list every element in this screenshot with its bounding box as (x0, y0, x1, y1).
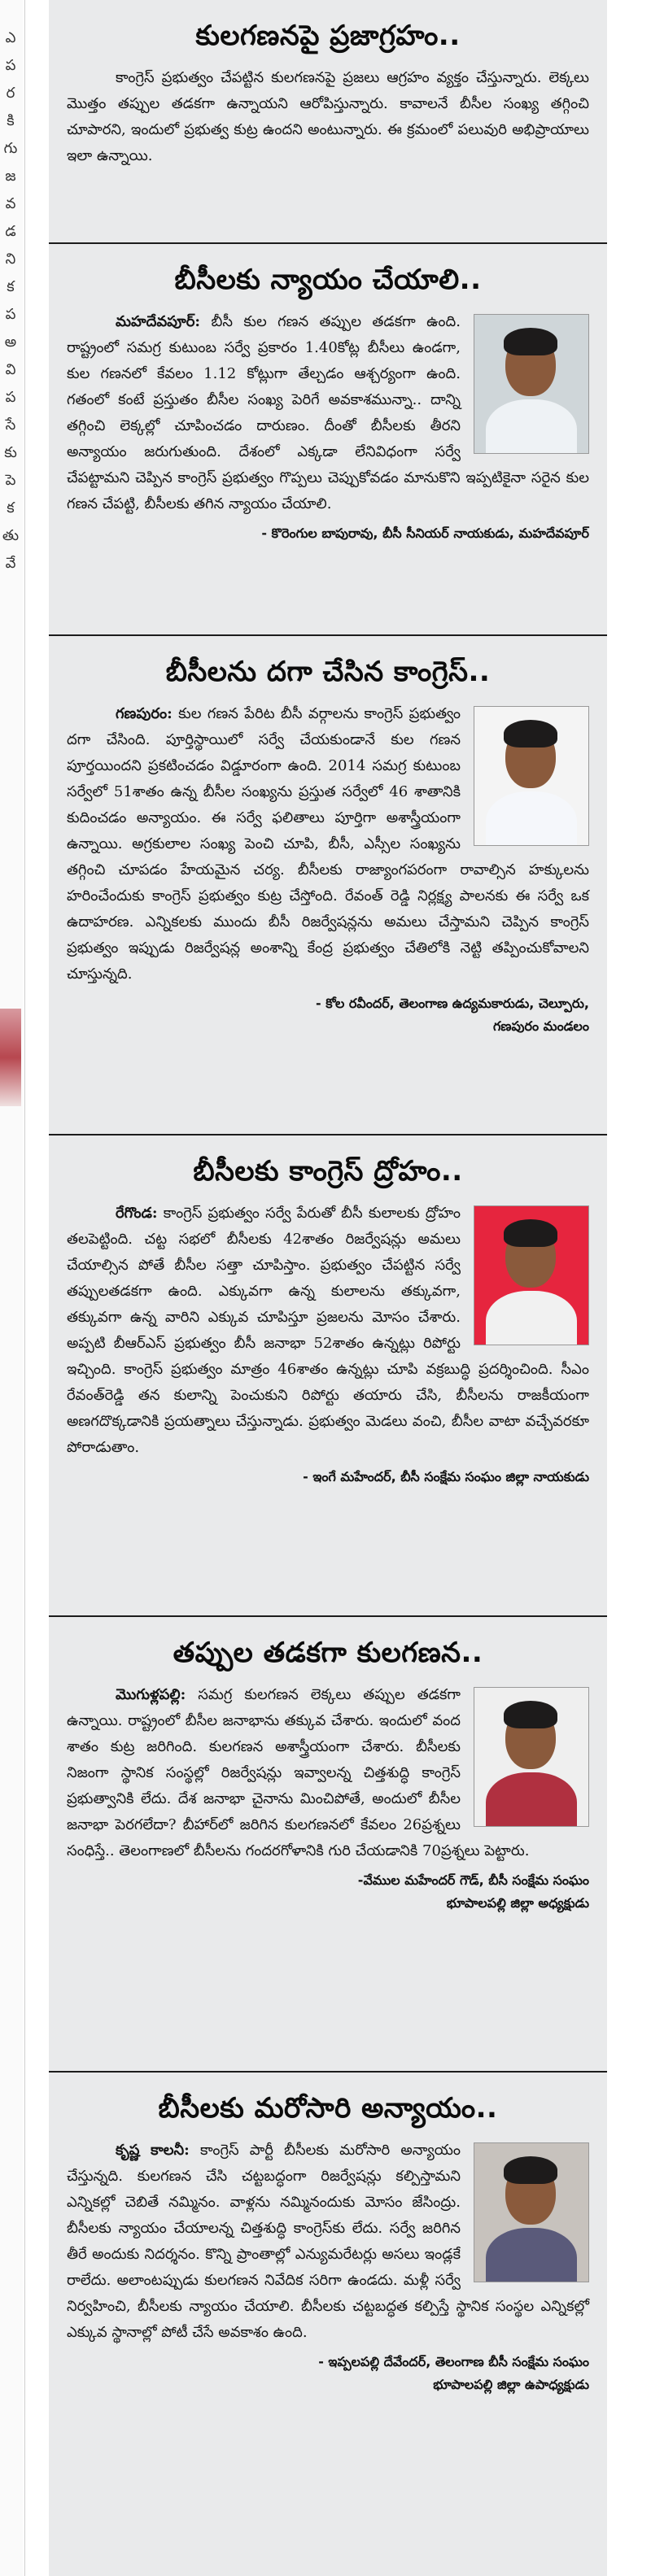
article-byline: - కొరెంగుల బాపురావు, బీసీ సీనియర్ నాయకుడు, మహదేవపూర్ (261, 525, 589, 541)
article-body-text: కుల గణన పేరిట బీసీ వర్గాలను కాంగ్రెస్ ప్రభుత్వం దగా చేసింది. పూర్తిస్థాయిలో సర్వే చేయకుండానే కుల గణన పూర్తయిందని ప్రకటించడం విడ్డూరంగా ఉంది. 2014 సమగ్ర కుటుంబ సర్వేలో 51శాతం ఉన్న బీసీల సంఖ్యను ప్రస్తుత సర్వేలో 46 శాతానికి కుదించడం అన్యాయం. ఈ సర్వే ఫలితాలు పూర్తిగా అశాస్త్రీయంగా ఉన్నాయి. అగ్రకులాల సంఖ్య పెంచి చూపి, బీసీ, ఎస్సీల సంఖ్యను తగ్గించి చూపడం హేయమైన చర్య. బీసీలకు రాజ్యాంగపరంగా రావాల్సిన హక్కులను హరించేందుకు కాంగ్రెస్ ప్రభుత్వం కుట్ర చేస్తోంది. రేవంత్ రెడ్డి నిర్లక్ష్య పాలనకు ఈ సర్వే ఒక ఉదాహరణ. ఎన్నికలకు ముందు బీసీ రిజర్వేషన్లను అమలు చేస్తామని చెప్పిన కాంగ్రెస్ ప్రభుత్వం ఇప్పుడు రిజర్వేషన్ల అంశాన్ని కేంద్ర ప్రభుత్వం చేతిలోకి నెట్టి తప్పించుకోవాలని చూస్తున్నది. (67, 705, 589, 983)
adjacent-article-text-fragment: ఎ ప ర కి గు జ వ డ ని క ప అ వి ప సే కు పె క తు వే (2, 29, 20, 572)
article-headline: బీసీలకు మరోసారి అన్యాయం.. (158, 2092, 498, 2125)
column-divider (24, 0, 25, 2576)
article-body: కాంగ్రెస్ ప్రభుత్వం చేపట్టిన కులగణనపై ప్రజలు ఆగ్రహం వ్యక్తం చేస్తున్నారు. లెక్కలు మొత్తం తప్పుల తడకగా ఉన్నాయని ఆరోపిస్తున్నారు. కావాలనే బీసీల సంఖ్య తగ్గించి చూపారని, ఇందులో ప్రభుత్వ కుట్ర ఉందని అంటున్నారు. ఈ క్రమంలో పలువురి అభిప్రాయాలు ఇలా ఉన్నాయి. (67, 69, 589, 164)
byline-line-2: భూపాలపల్లి జిల్లా అధ్యక్షుడు (446, 1895, 589, 1911)
article-body-text: కాంగ్రెస్ పార్టీ బీసీలకు మరోసారి అన్యాయం చేస్తున్నది. కులగణన చేసి చట్టబద్ధంగా రిజర్వేషన్లు కల్పిస్తామని ఎన్నికల్లో చెబితే నమ్మినం. వాళ్లను నమ్మినందుకు మోసం జేసింద్రు. బీసీలకు న్యాయం చేయాలన్న చిత్తశుద్ధి కాంగ్రెస్‌కు లేదు. సర్వే జరిగిన తీరే అందుకు నిదర్శనం. కొన్ని ప్రాంతాల్లో ఎన్యుమరేటర్లు అసలు ఇండ్లకే రాలేదు. అలాంటప్పుడు కులగణన నివేదిక సరిగా ఉండదు. మళ్లీ సర్వే నిర్వహించి, బీసీలకు న్యాయం చేయాలి. బీసీలకు చట్టబద్ధత కల్పిస్తే స్థానిక సంస్థల ఎన్నికల్లో ఎక్కువ స్థానాల్లో పోటీ చేసే అవకాశం ఉంది. (67, 2142, 589, 2341)
article-byline: - ఇంగే మహేందర్, బీసీ సంక్షేమ సంఘం జిల్లా నాయకుడు (303, 1469, 589, 1484)
adjacent-article-photo (0, 1009, 21, 1106)
author-photo (474, 1687, 589, 1827)
dateline-place: కృష్ణ కాలనీ: (116, 2142, 190, 2159)
dateline-place: మహదేవపూర్: (116, 313, 201, 330)
article-headline: బీసీలను దగా చేసిన కాంగ్రెస్.. (165, 656, 491, 688)
byline-line-2: భూపాలపల్లి జిల్లా ఉపాధ్యక్షుడు (433, 2377, 589, 2392)
author-photo (474, 314, 589, 454)
article-body-text: బీసీ కుల గణన తప్పుల తడకగా ఉంది. రాష్ట్రంలో సమగ్ర కుటుంబ సర్వే ప్రకారం 1.40కోట్ల బీసీలు ఉండగా, కుల గణనలో కేవలం 1.12 కోట్లుగా తేల్చడం ఆశ్చర్యంగా ఉంది. గతంలో కంటే ప్రస్తుతం బీసీల సంఖ్య పెరిగే అవకాశమున్నా.. దాన్ని తగ్గించి లెక్కల్లో చూపించడం దారుణం. దీంతో బీసీలకు తీరని అన్యాయం జరుగుతుంది. దేశంలో ఎక్కడా లేనివిధంగా సర్వే చేపట్టామని చెప్పిన కాంగ్రెస్ ప్రభుత్వం గొప్పలు చెప్పుకోవడం మానుకొని ఇప్పటికైనా సరైన కుల గణన చేపట్టి, బీసీలకు తగిన న్యాయం చేయాలి. (67, 313, 589, 512)
article-headline: కులగణనపై ప్రజాగ్రహం.. (195, 20, 461, 52)
article-headline: తప్పుల తడకగా కులగణన.. (173, 1637, 483, 1669)
article-congress-treachery (49, 1135, 607, 1617)
author-photo (474, 2142, 589, 2282)
dateline-place: రేగొండ: (116, 1205, 158, 1222)
dateline-place: మొగుళ్లపల్లి: (116, 1686, 186, 1703)
article-byline (67, 987, 589, 1038)
article-body-text: కాంగ్రెస్ ప్రభుత్వం సర్వే పేరుతో బీసీ కులాలకు ద్రోహం తలపెట్టింది. చట్ట సభలో బీసీలకు 42శాతం రిజర్వేషన్లు అమలు చేయాల్సిన పోతే బీసీల సత్తా చూపిస్తాం. ప్రభుత్వం చేపట్టిన సర్వే తప్పులతడకగా ఉంది. ఎక్కువగా ఉన్న కులాలను తక్కువగా, తక్కువగా ఉన్న వారిని ఎక్కువ చూపిస్తూ ప్రజలను మోసం చేశారు. అప్పటి బీఆర్ఎస్ ప్రభుత్వం బీసీ జనాభా 52శాతం ఉన్నట్లు రిపోర్టు ఇచ్చింది. కాంగ్రెస్ ప్రభుత్వం మాత్రం 46శాతం ఉన్నట్లు చూపి వక్రబుద్ధి ప్రదర్శించింది. సీఎం రేవంత్‌రెడ్డి తన కులాన్ని పెంచుకుని రిపోర్టు తయారు చేసి, బీసీలను రాజకీయంగా అణగదొక్కడానికి ప్రయత్నాలు చేస్తున్నాడు. ప్రభుత్వం మెడలు వంచి, బీసీల వాటా వచ్చేవరకూ పోరాడుతాం. (67, 1205, 589, 1456)
article-injustice-again (49, 2073, 607, 2576)
article-headline: బీసీలకు న్యాయం చేయాలి.. (174, 264, 482, 296)
article-headline: బీసీలకు కాంగ్రెస్ ద్రోహం.. (193, 1155, 463, 1188)
article-intro (49, 0, 607, 244)
news-page (49, 0, 607, 2576)
byline-line-1: - ఇప్పలపల్లి దేవేందర్, తెలంగాణ బీసీ సంక్షేమ సంఘం (318, 2354, 589, 2369)
article-byline (67, 2346, 589, 2396)
article-caste-census-errors (49, 1617, 607, 2073)
dateline-place: గణపురం: (116, 705, 173, 722)
byline-line-1: - కోల రవీందర్, తెలంగాణ ఉద్యమకారుడు, చెల్పూరు, (316, 996, 589, 1011)
adjacent-article-strip (0, 0, 23, 2576)
article-body-text: సమగ్ర కులగణన లెక్కలు తప్పుల తడకగా ఉన్నాయి. రాష్ట్రంలో బీసీల జనాభాను తక్కువ చేశారు. ఇందులో వంద శాతం కుట్ర జరిగింది. కులగణన అశాస్త్రీయంగా చేశారు. బీసీలకు నిజంగా స్థానిక సంస్థల్లో రిజర్వేషన్లు ఇవ్వాలన్న చిత్తశుద్ధి కాంగ్రెస్ ప్రభుత్వానికి లేదు. దేశ జనాభా చైనాను మించిపోతే, అందులో బీసీల జనాభా పెరగలేదా? బీహార్‌లో జరిగిన కులగణనలో కేవలం 26ప్రశ్నలు సంధిస్తే.. తెలంగాణలో బీసీలను గందరగోళానికి గురి చేయడానికి 70ప్రశ్నలు పెట్టారు. (67, 1686, 530, 1859)
byline-line-2: గణపురం మండలం (492, 1018, 589, 1034)
article-justice-for-bcs (49, 244, 607, 636)
author-photo (474, 706, 589, 846)
article-byline (67, 1864, 589, 1915)
article-congress-betrayal (49, 636, 607, 1135)
byline-line-1: -వేముల మహేందర్ గౌడ్, బీసీ సంక్షేమ సంఘం (357, 1872, 589, 1888)
author-photo (474, 1205, 589, 1345)
